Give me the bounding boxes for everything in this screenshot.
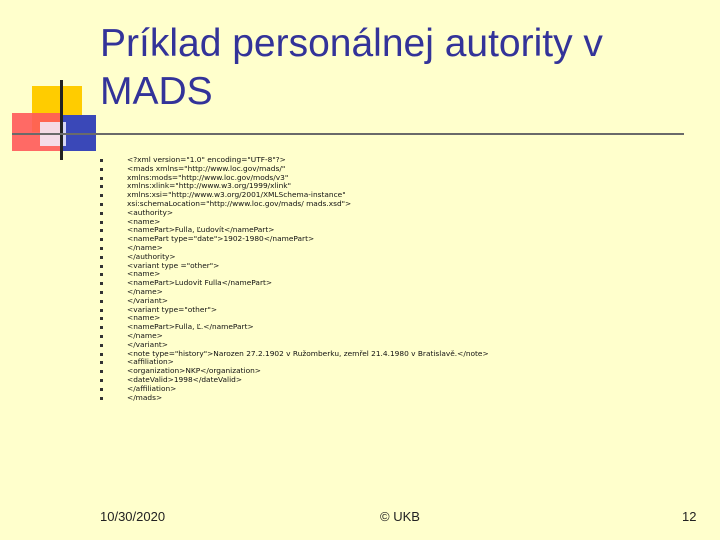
logo-vertical-line	[60, 80, 63, 160]
code-line-text: xmlns:xsi="http://www.w3.org/2001/XMLSchema-instance"	[127, 190, 346, 200]
code-line-text: <mads xmlns="http://www.loc.gov/mads/"	[127, 163, 286, 173]
code-line	[100, 235, 700, 244]
code-line	[100, 288, 700, 297]
bullet-icon	[100, 335, 103, 338]
bullet-icon	[100, 159, 103, 162]
bullet-icon	[100, 291, 103, 294]
bullet-icon	[100, 361, 103, 364]
code-line	[100, 209, 700, 218]
code-line	[100, 350, 700, 359]
bullet-icon	[100, 238, 103, 241]
code-line	[100, 279, 700, 288]
code-line-text: <variant type="other">	[127, 304, 218, 314]
code-line-text: </variant>	[127, 295, 168, 305]
code-line	[100, 332, 700, 341]
code-line	[100, 262, 700, 271]
code-line-text: <name>	[127, 313, 161, 323]
code-line-text: <organization>NKP</organization>	[127, 366, 261, 376]
bullet-icon	[100, 247, 103, 250]
code-line	[100, 306, 700, 315]
bullet-icon	[100, 273, 103, 276]
bullet-icon	[100, 194, 103, 197]
bullet-icon	[100, 370, 103, 373]
code-line	[100, 376, 700, 385]
code-line-text: <name>	[127, 269, 161, 279]
bullet-icon	[100, 221, 103, 224]
code-line-text: <namePart type="date">1902-1980</namePart>	[127, 234, 315, 244]
bullet-icon	[100, 300, 103, 303]
code-line-text: <name>	[127, 216, 161, 226]
bullet-icon	[100, 256, 103, 259]
code-list	[100, 156, 700, 402]
code-line	[100, 244, 700, 253]
footer-date: 10/30/2020	[100, 509, 166, 524]
code-line	[100, 385, 700, 394]
bullet-icon	[100, 177, 103, 180]
title-divider	[12, 133, 684, 135]
code-line-text: </name>	[127, 330, 163, 340]
code-line	[100, 394, 700, 403]
code-line-text: </affiliation>	[127, 383, 177, 393]
code-line-text: <authority>	[127, 207, 174, 217]
bullet-icon	[100, 326, 103, 329]
code-line-text: <?xml version="1.0" encoding="UTF-8"?>	[127, 155, 286, 164]
code-line-text: <dateValid>1998</dateValid>	[127, 374, 243, 384]
slide-title: Príklad personálnej autority v MADS	[100, 22, 603, 113]
bullet-icon	[100, 185, 103, 188]
bullet-icon	[100, 265, 103, 268]
page-number: 12	[682, 509, 697, 524]
code-line-text: <note type="history">Narozen 27.2.1902 v Ružomberku, zemřel 21.4.1980 v Bratislavě.</note>	[127, 348, 489, 358]
code-line	[100, 200, 700, 209]
bullet-icon	[100, 344, 103, 347]
footer-copyright: © UKB	[380, 509, 420, 524]
code-line-text: </name>	[127, 286, 163, 296]
code-line-text: xmlns:mods="http://www.loc.gov/mods/v3"	[127, 172, 289, 182]
bullet-icon	[100, 388, 103, 391]
bullet-icon	[100, 212, 103, 215]
bullet-icon	[100, 397, 103, 400]
code-line-text: </name>	[127, 242, 163, 252]
bullet-icon	[100, 229, 103, 232]
bullet-icon	[100, 379, 103, 382]
bullet-icon	[100, 309, 103, 312]
code-line-text: <affiliation>	[127, 357, 174, 367]
code-line-text: <namePart>Fulla, Ľ.</namePart>	[127, 322, 254, 332]
code-line-text: </variant>	[127, 339, 168, 349]
bullet-icon	[100, 282, 103, 285]
code-line-text: </mads>	[127, 392, 163, 402]
bullet-icon	[100, 168, 103, 171]
code-line-text: <variant type ="other">	[127, 260, 220, 270]
code-line-text: xmlns:xlink="http://www.w3.org/1999/xlink"	[127, 181, 291, 191]
code-line-text: </authority>	[127, 251, 176, 261]
bullet-icon	[100, 353, 103, 356]
bullet-icon	[100, 317, 103, 320]
code-line-text: <namePart>Ludovit Fulla</namePart>	[127, 278, 273, 288]
bullet-icon	[100, 203, 103, 206]
code-line-text: xsi:schemaLocation="http://www.loc.gov/mads/ mads.xsd">	[127, 198, 352, 208]
code-line-text: <namePart>Fulla, Ľudovít</namePart>	[127, 225, 275, 235]
code-line	[100, 323, 700, 332]
